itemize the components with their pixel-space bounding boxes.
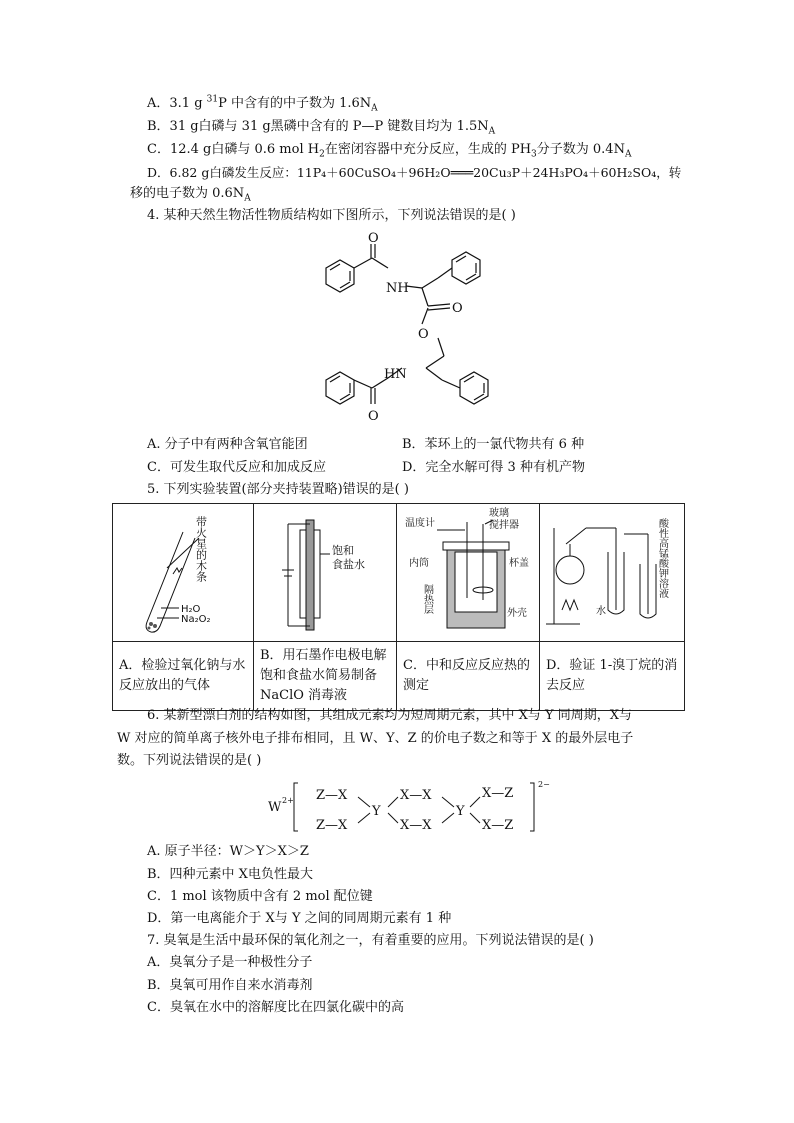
q5-fig-c-stirrer2: 搅拌器 <box>489 520 519 531</box>
q4-stem: 4. 某种天然生物活性物质结构如下图所示，下列说法错误的是( ) <box>147 208 516 223</box>
q5-fig-d-water: 水 <box>596 606 606 617</box>
q6-zx-top: Z—X <box>316 788 348 803</box>
q6-charge: 2− <box>538 780 550 789</box>
q4-option-b: B．苯环上的一氯代物共有 6 种 <box>402 437 585 452</box>
q6-structure <box>262 775 562 837</box>
q6-xz-bottom: X—Z <box>482 818 514 833</box>
q6-w-charge: 2+ <box>282 796 294 805</box>
q4-o2-label: O <box>452 301 463 316</box>
q4-option-c: C．可发生取代反应和加成反应 <box>147 460 326 475</box>
q5-fig-c-outer: 外壳 <box>507 608 527 619</box>
q5-fig-c-stirrer1: 玻璃 <box>489 508 509 519</box>
q5-fig-d-kmno4: 酸性高锰酸钾溶液 <box>656 518 668 598</box>
q5-figure-a <box>113 504 254 642</box>
q6-w-label: W <box>268 800 282 815</box>
q5-fig-c-thermometer: 温度计 <box>405 518 435 529</box>
q4-structure <box>310 228 530 434</box>
q4-option-a: A. 分子中有两种含氧官能团 <box>147 437 308 452</box>
q6-xz-top: X—Z <box>482 786 514 801</box>
q4-option-d: D．完全水解可得 3 种有机产物 <box>402 460 585 475</box>
q5-option-c: C．中和反应反应热的测定 <box>397 642 540 711</box>
q3-option-d-line1: D．6.82 g白磷发生反应：11P₄＋60CuSO₄＋96H₂O═══20Cu₃P＋24H₃PO₄＋60H₂SO₄，转 <box>147 165 682 180</box>
q6-xx-bottom: X—X <box>400 818 432 833</box>
q5-fig-a-label: 带火星的木条 <box>194 516 208 582</box>
q5-fig-c-inner: 内筒 <box>409 558 429 569</box>
q5-fig-b-label2: 食盐水 <box>332 558 365 571</box>
q5-figure-b <box>254 504 397 642</box>
q6-option-d: D．第一电离能介于 X与 Y 之间的同周期元素有 1 种 <box>147 911 452 926</box>
q6-y1-label: Y <box>372 804 381 819</box>
q6-option-b: B．四种元素中 X电负性最大 <box>147 867 313 882</box>
q3-option-c: C．12.4 g白磷与 0.6 mol $H_2$在密闭容器中充分反应，生成的 $PH_3$分子数为 $0.4N_A$ <box>147 142 632 160</box>
q5-fig-a-h2o: H₂O <box>181 604 201 615</box>
q4-nh-label: NH <box>386 281 409 296</box>
q6-zx-bottom: Z—X <box>316 818 348 833</box>
q7-option-c: C．臭氧在水中的溶解度比在四氯化碳中的高 <box>147 1000 404 1015</box>
q5-fig-c-lid: 杯盖 <box>509 558 529 569</box>
q3-option-b: B．31 g白磷与 31 g黑磷中含有的 P—P 键数目均为 $1.5N_A$ <box>147 119 496 137</box>
q5-fig-b-label1: 饱和 <box>332 544 354 557</box>
q6-option-a: A. 原子半径：W＞Y＞X＞Z <box>147 844 309 859</box>
q7-option-b: B．臭氧可用作自来水消毒剂 <box>147 978 313 993</box>
q3-option-d-line2: 移的电子数为 $0.6N_A$ <box>130 186 251 204</box>
q6-option-c: C．1 mol 该物质中含有 2 mol 配位键 <box>147 889 373 904</box>
q5-option-b: B．用石墨作电极电解饱和食盐水简易制备 NaClO 消毒液 <box>254 642 397 711</box>
q5-figure-c <box>397 504 540 642</box>
q5-apparatus-table <box>112 503 685 711</box>
q6-line2: W 对应的简单离子核外电子排布相同，且 W、Y、Z 的价电子数之和等于 X 的最外层电子 <box>117 731 634 746</box>
q4-o4-label: O <box>368 409 379 424</box>
q7-option-a: A．臭氧分子是一种极性分子 <box>147 955 313 970</box>
q5-stem: 5. 下列实验装置(部分夹持装置略)错误的是( ) <box>147 482 409 497</box>
q6-line3: 数。下列说法错误的是( ) <box>117 753 262 768</box>
q5-option-a: A．检验过氧化钠与水反应放出的气体 <box>113 642 254 711</box>
q3-option-a: A．3.1 g $^{31}$P 中含有的中子数为 $1.6N_A$ <box>147 94 378 114</box>
q5-fig-a-na2o2: Na₂O₂ <box>181 614 211 625</box>
q7-stem: 7. 臭氧是生活中最环保的氧化剂之一，有着重要的应用。下列说法错误的是( ) <box>147 933 594 948</box>
q6-line1: 6. 某新型漂白剂的结构如图，其组成元素均为短周期元素，其中 X与 Y 同周期，X与 <box>147 708 633 723</box>
q4-o1-label: O <box>368 231 379 246</box>
q5-fig-c-insulation: 隔热层 <box>421 584 433 614</box>
q4-o3-label: O <box>418 327 429 342</box>
q6-y2-label: Y <box>456 804 465 819</box>
q4-hn-label: HN <box>384 367 407 382</box>
q5-option-d: D．验证 1-溴丁烷的消去反应 <box>540 642 685 711</box>
q6-xx-top: X—X <box>400 788 432 803</box>
q5-figure-d <box>540 504 685 642</box>
